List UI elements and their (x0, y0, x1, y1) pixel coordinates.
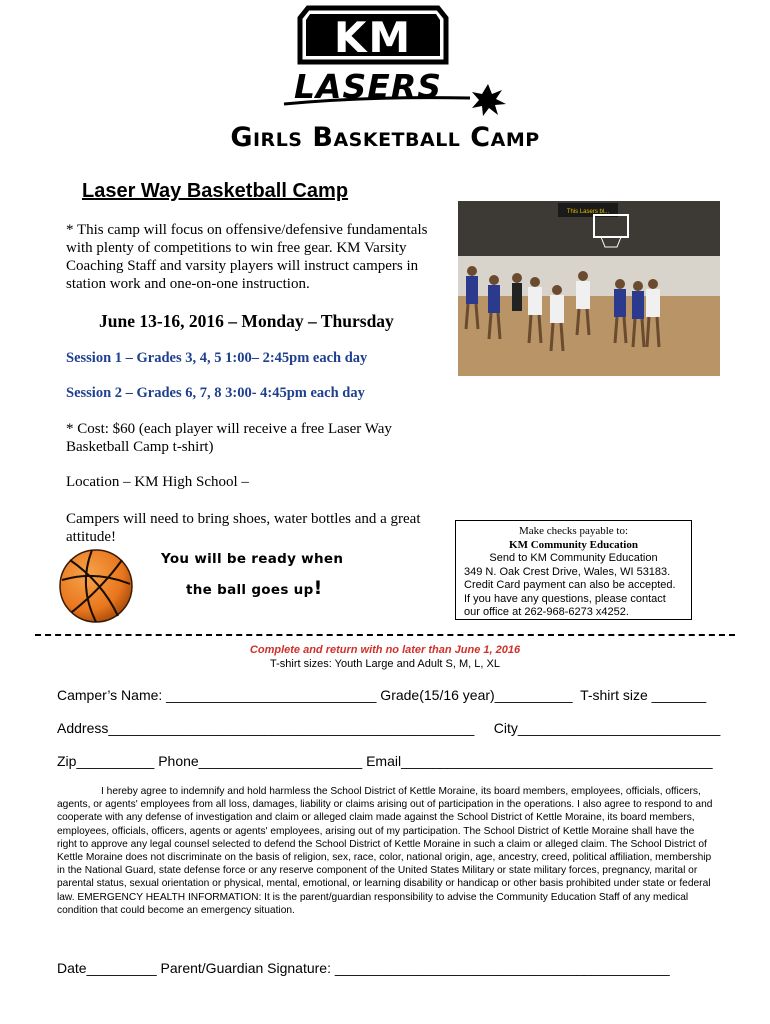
checks-payee: KM Community Education (509, 538, 638, 551)
camper-name-grade-tshirt-field[interactable]: Camper’s Name: ___________________________ Grade(15/16 year)__________ T-shirt size _______ (57, 687, 707, 703)
session-2: Session 2 – Grades 6, 7, 8 3:00- 4:45pm each day (66, 385, 365, 401)
ready-slogan-line-2: the ball goes up! (186, 577, 323, 599)
payment-info-box (455, 520, 692, 620)
camp-dates: June 13-16, 2016 – Monday – Thursday (99, 311, 394, 331)
questions-note: If you have any questions, please contact (464, 592, 666, 605)
zip-phone-email-field[interactable]: Zip__________ Phone_____________________ Email________________________________________ (57, 753, 713, 769)
camp-subtitle: Laser Way Basketball Camp (82, 180, 349, 202)
credit-card-note: Credit Card payment can also be accepted. (464, 579, 676, 591)
checks-payable-label: Make checks payable to: (518, 525, 629, 537)
svg-text:This Lasers bl...: This Lasers bl... (566, 209, 610, 215)
cost-info: * Cost: $60 (each player will receive a free Laser Way Basketball Camp t-shirt) (66, 421, 392, 455)
send-to: Send to KM Community Education (489, 552, 658, 564)
mailing-address: 349 N. Oak Crest Drive, Wales, WI 53183. (464, 565, 671, 578)
date-signature-field[interactable]: Date_________ Parent/Guardian Signature: ___________________________________________ (57, 960, 670, 976)
session-1: Session 1 – Grades 3, 4, 5 1:00– 2:45pm each day (66, 350, 368, 366)
km-lasers-logo (270, 4, 510, 116)
location-info: Location – KM High School – (66, 474, 249, 490)
office-phone: our office at 262-968-6273 x4252. (464, 606, 629, 618)
basketball-icon (58, 548, 134, 624)
liability-waiver-text: I hereby agree to indemnify and hold harmless the School District of Kettle Moraine, its board members, employees, officials, officers, agents, or agents' employees from all loss, damages, liability or claims arising out of participation in the operations. I also agree to respond to and cooperate with any defense of investigation and claim or alleged claim made against the School District of Kettle Moraine, its board members, employees, officials, officers, agents or agents' employees, arising out of my participation. The School District of Kettle Moraine shall have the right to approve any legal counsel selected to defend the School District of Kettle Moraine in such a claim or alleged claim. The School District of Kettle Moraine does not discriminate on the basis of religion, sex, race, color, national origin, age, ancestry, creed, political affiliation, membership in the National Guard, state defense force or any reserve component of the United States Military or state military forces, pregnancy, marital or parental status, sexual orientation or physical, mental, emotional, or learning disability or handicap or other basis prohibited under state or federal law. EMERGENCY HEALTH INFORMATION: It is the parent/guardian responsibility to advise the Community Education Staff of any medical condition that could become an emergency situation. (57, 786, 713, 916)
camp-title: Girls Basketball Camp (230, 122, 540, 153)
basketball-game-photo (458, 201, 720, 376)
bring-items-info: Campers will need to bring shoes, water bottles and a great attitude! (66, 511, 421, 545)
tshirt-sizes-note: T-shirt sizes: Youth Large and Adult S, M, L, XL (270, 658, 500, 670)
svg-text:LASERS: LASERS (293, 67, 443, 106)
cut-line-divider (35, 634, 735, 636)
address-city-field[interactable]: Address_______________________________________________ City__________________________ (57, 720, 721, 736)
ready-slogan-line-1: You will be ready when (161, 551, 344, 567)
return-deadline-note: Complete and return with no later than June 1, 2016 (249, 644, 521, 656)
svg-text:KM: KM (333, 13, 413, 62)
intro-paragraph: * This camp will focus on offensive/defensive fundamentals with plenty of competitions to win free gear. KM Varsity Coaching Staff and varsity players will instruct campers in station work and one-on-one instruction. (66, 222, 428, 292)
